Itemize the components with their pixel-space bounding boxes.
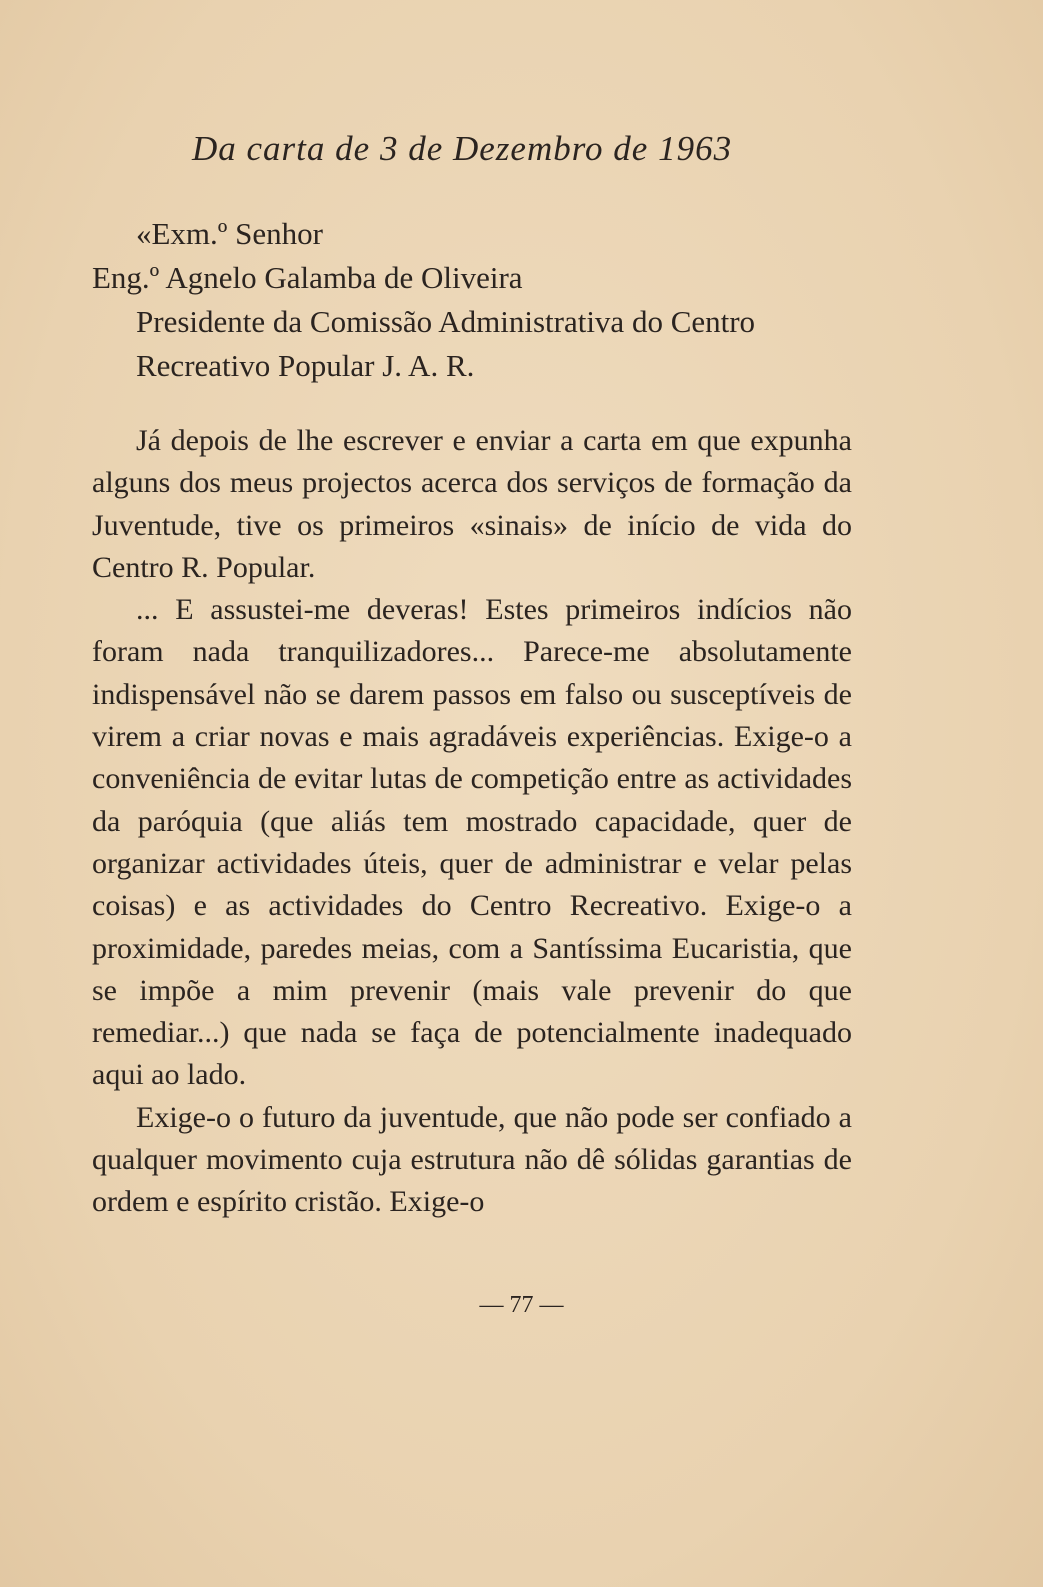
paragraph: Exige-o o futuro da juventude, que não pode ser confiado a qualquer movimento cuja estrutura não dê sólidas garantias de ordem e espírito cristão. Exige-o [92,1100,852,1219]
paragraph: ... E assustei-me deveras! Estes primeiros indícios não foram nada tranquilizadores... Parece-me absolutamente indispensável não se darem passos em falso ou susceptíveis de virem a criar novas e mais agradáveis experiências. Exige-o a conveniência de evitar lutas de competição entre as actividades da paróquia (que aliás tem mostrado capacidade, quer de organizar actividades úteis, quer de administrar e velar pelas coisas) e as actividades do Centro Recreativo. Exige-o a proximidade, paredes meias, com a Santíssima Eucaristia, que se impõe a mim prevenir (mais vale prevenir do que remediar...) que nada se faça de potencialmente inadequado aqui ao lado. [92,593,852,1092]
page-number: — 77 — [479,1292,564,1318]
paragraph: Já depois de lhe escrever e enviar a carta em que expunha alguns dos meus projectos acerca dos serviços de formação da Juventude, tive os primeiros «sinais» de início de vida do Centro R. Popular. [92,424,852,584]
letter-address [92,212,862,388]
recipient-role-line-1: Presidente da Comissão Administrativa do Centro [136,304,756,339]
letter-body [92,420,852,1224]
recipient-role-line-2: Recreativo Popular J. A. R. [136,348,475,383]
recipient-name: Eng.º Agnelo Galamba de Oliveira [92,260,523,295]
letter-heading: Da carta de 3 de Dezembro de 1963 [192,129,733,168]
salutation: «Exm.º Senhor [136,216,323,251]
